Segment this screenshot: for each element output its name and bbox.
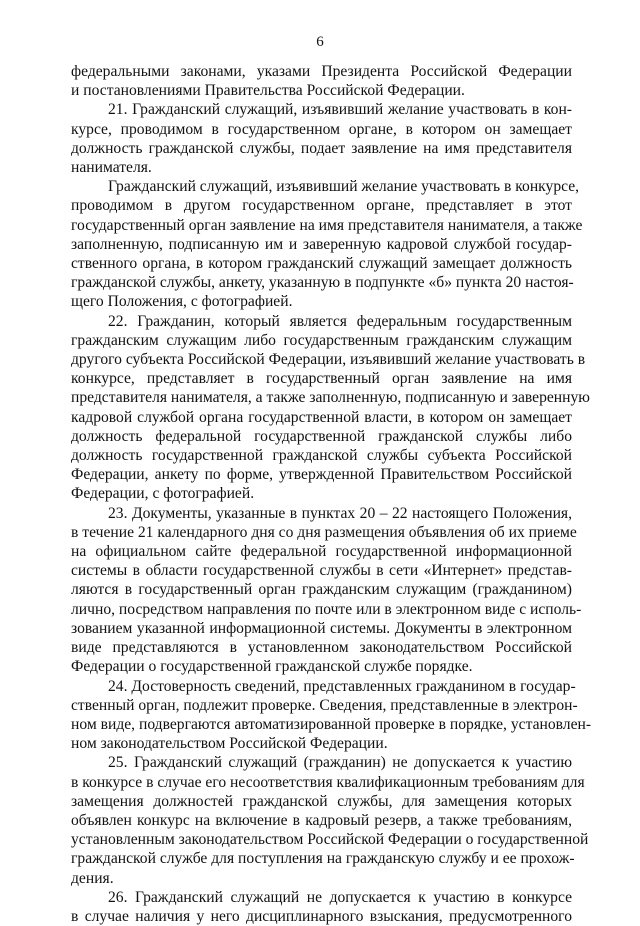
text-line: установленным законодательством Российской Федерации о государственной bbox=[71, 831, 589, 849]
document-body bbox=[71, 62, 592, 926]
paragraph bbox=[71, 677, 592, 754]
paragraph bbox=[71, 312, 590, 504]
text-line: на официальном сайте федеральной государственной информационной bbox=[71, 543, 572, 561]
text-line: гражданской службы, анкету, указанную в подпункте «б» пункта 20 настоя- bbox=[71, 274, 574, 292]
text-line: в течение 21 календарного дня со дня размещения объявления об их приеме bbox=[71, 523, 577, 541]
text-line: зованием указанной информационной системы. Документы в электронном bbox=[71, 619, 572, 637]
text-line: заполненную, подписанную им и заверенную кадровой службой государ- bbox=[71, 235, 572, 253]
text-line: системы в области государственной службы в сети «Интернет» представ- bbox=[71, 562, 572, 580]
text-line: Федерации, анкету по форме, утвержденной Правительством Российской bbox=[71, 466, 572, 484]
text-line: конкурсе, представляет в государственный орган заявление на имя bbox=[71, 370, 572, 388]
text-line: федеральными законами, указами Президента Российской Федерации bbox=[71, 63, 572, 80]
text-line: в случае наличия у него дисциплинарного взыскания, предусмотренного bbox=[71, 907, 572, 925]
text-line: 21. Гражданский служащий, изъявивший желание участвовать в кон- bbox=[108, 101, 572, 119]
text-line: замещения должностей гражданской службы, для замещения которых bbox=[71, 792, 572, 810]
text-line: и постановлениями Правительства Российской Федерации. bbox=[71, 82, 465, 100]
text-line: курсе, проводимом в государственном органе, в котором он замещает bbox=[71, 120, 572, 138]
paragraph bbox=[71, 888, 572, 926]
text-line: кадровой службой органа государственной власти, в котором он замещает bbox=[71, 408, 572, 426]
text-line: 23. Документы, указанные в пунктах 20 – 22 настоящего Положения, bbox=[108, 504, 572, 522]
text-line: 26. Гражданский служащий не допускается к участию в конкурсе bbox=[108, 888, 572, 906]
text-line: Федерации, с фотографией. bbox=[71, 485, 255, 503]
text-line: дения. bbox=[71, 869, 114, 887]
text-line: ственного органа, в котором гражданский служащий замещает должность bbox=[71, 255, 572, 273]
paragraph bbox=[71, 504, 582, 677]
paragraph bbox=[71, 177, 583, 311]
text-line: нанимателя. bbox=[71, 159, 152, 177]
text-line: гражданским служащим либо государственным гражданским служащим bbox=[71, 331, 572, 349]
paragraph bbox=[71, 753, 589, 887]
text-line: государственный орган заявление на имя представителя нанимателя, а также bbox=[71, 216, 583, 234]
text-line: представителя нанимателя, а также заполненную, подписанную и заверенную bbox=[71, 389, 590, 407]
text-line: лично, посредством направления по почте или в электронном виде с исполь- bbox=[71, 600, 582, 618]
text-line: ляются в государственный орган гражданским служащим (гражданином) bbox=[71, 581, 572, 599]
text-line: в конкурсе в случае его несоответствия квалификационным требованиям для bbox=[71, 773, 585, 791]
text-line: гражданской службе для поступления на гражданскую службу и ее прохож- bbox=[71, 850, 575, 868]
text-line: ном виде, подвергаются автоматизированной проверке в порядке, установлен- bbox=[71, 715, 592, 733]
text-line: должность федеральной государственной гражданской службы либо bbox=[71, 427, 572, 445]
text-line: 22. Гражданин, который является федеральным государственным bbox=[108, 312, 572, 330]
text-line: Федерации о государственной гражданской службе порядке. bbox=[71, 658, 473, 676]
text-line: щего Положения, с фотографией. bbox=[71, 293, 293, 311]
text-line: ном законодательством Российской Федерации. bbox=[71, 735, 388, 753]
text-line: должность государственной гражданской службы субъекта Российской bbox=[71, 447, 572, 465]
text-line: должность гражданской службы, подает заявление на имя представителя bbox=[71, 139, 572, 157]
text-line: виде представляются в установленном законодательством Российской bbox=[71, 639, 572, 657]
text-line: Гражданский служащий, изъявивший желание участвовать в конкурсе, bbox=[108, 178, 580, 196]
text-line: ственный орган, подлежит проверке. Сведения, представленные в электрон- bbox=[71, 696, 578, 714]
text-line: 25. Гражданский служащий (гражданин) не допускается к участию bbox=[108, 754, 572, 772]
paragraph bbox=[71, 100, 572, 177]
text-line: 24. Достоверность сведений, представленных гражданином в государ- bbox=[108, 677, 576, 695]
page-number: 6 bbox=[316, 34, 324, 50]
text-line: объявлен конкурс на включение в кадровый резерв, а также требованиям, bbox=[71, 811, 572, 829]
text-line: проводимом в другом государственном органе, представляет в этот bbox=[71, 197, 572, 215]
paragraph bbox=[71, 62, 572, 100]
text-line: другого субъекта Российской Федерации, изъявивший желание участвовать в bbox=[71, 351, 586, 369]
